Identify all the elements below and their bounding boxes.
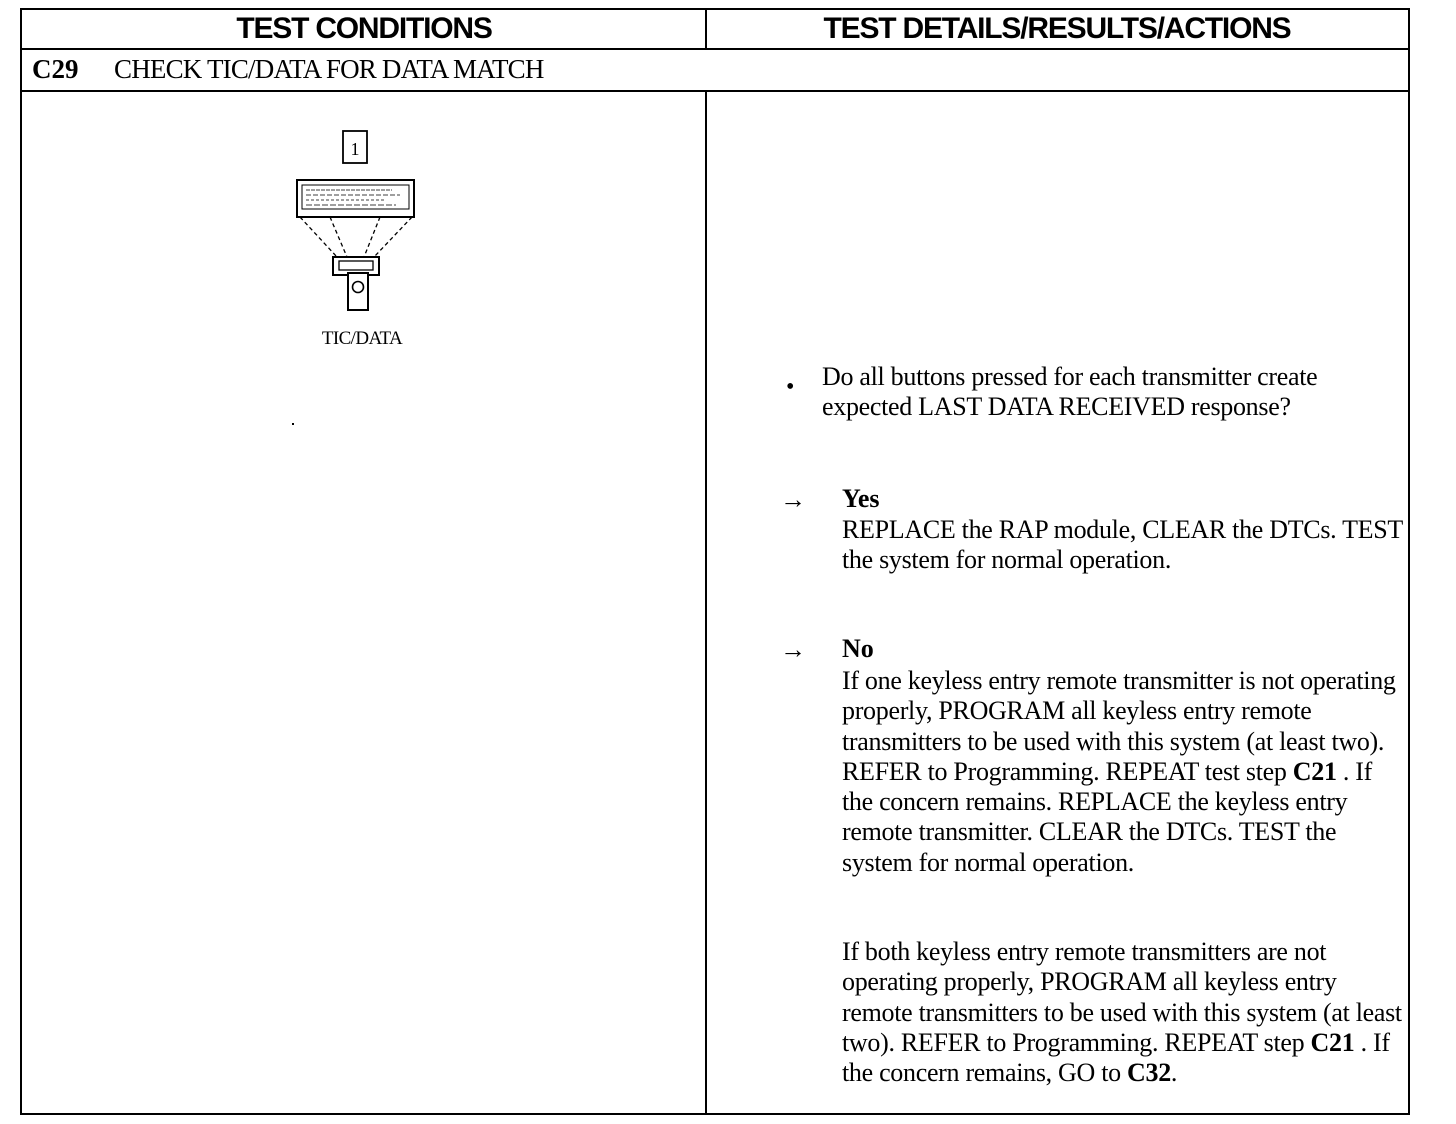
details-column: [706, 92, 1408, 1115]
header-test-details: TEST DETAILS/RESULTS/ACTIONS: [823, 12, 1291, 45]
header-divider: [705, 10, 707, 50]
tool-label: TIC/DATA: [321, 328, 403, 349]
step-id: C29: [32, 54, 79, 84]
yes-label: Yes: [842, 484, 880, 513]
no-text1-part-b: . If the concern remains. REPLACE the keyless entry remote transmitter. CLEAR the DTCs. TEST the system for normal operation.: [842, 756, 1372, 877]
test-question: Do all buttons pressed for each transmitter create expected LAST DATA RECEIVED response?: [822, 362, 1318, 422]
no-text2-part-a: If both keyless entry remote transmitters are not operating properly, PROGRAM all keyless entry remote transmitters to be used with this system (at least two). REFER to Programming. REPEAT step: [842, 937, 1402, 1057]
step-reference-link: C21: [1310, 1027, 1355, 1057]
no-action-text-1: [842, 666, 1408, 878]
tool-callout-number: 1: [350, 139, 360, 159]
table-header-row: [22, 10, 1408, 50]
header-test-conditions: TEST CONDITIONS: [236, 12, 492, 45]
step-reference-link: C21: [1292, 756, 1337, 786]
bullet-icon: •: [786, 374, 795, 400]
no-text2-part-c: .: [1170, 1058, 1178, 1088]
arrow-right-icon: →: [780, 635, 806, 664]
step-title: CHECK TIC/DATA FOR DATA MATCH: [114, 54, 544, 84]
scan-speck: [292, 423, 294, 425]
arrow-right-icon: →: [780, 485, 806, 514]
no-text1-part-a: If one keyless entry remote transmitter is not operating properly, PROGRAM all keyless entry remote transmitters to be used with this system (at least two). REFER to Programming. REPEAT test step: [842, 666, 1396, 786]
test-procedure-table: [20, 8, 1410, 1115]
step-reference-link: C32: [1127, 1058, 1171, 1088]
no-text2-part-b: . If the concern remains, GO to: [842, 1027, 1390, 1088]
no-label: No: [842, 634, 874, 663]
no-action-text-2: [842, 937, 1408, 1088]
step-title-row: [22, 50, 1408, 92]
yes-action-text: REPLACE the RAP module, CLEAR the DTCs. TEST the system for normal operation.: [842, 515, 1403, 575]
